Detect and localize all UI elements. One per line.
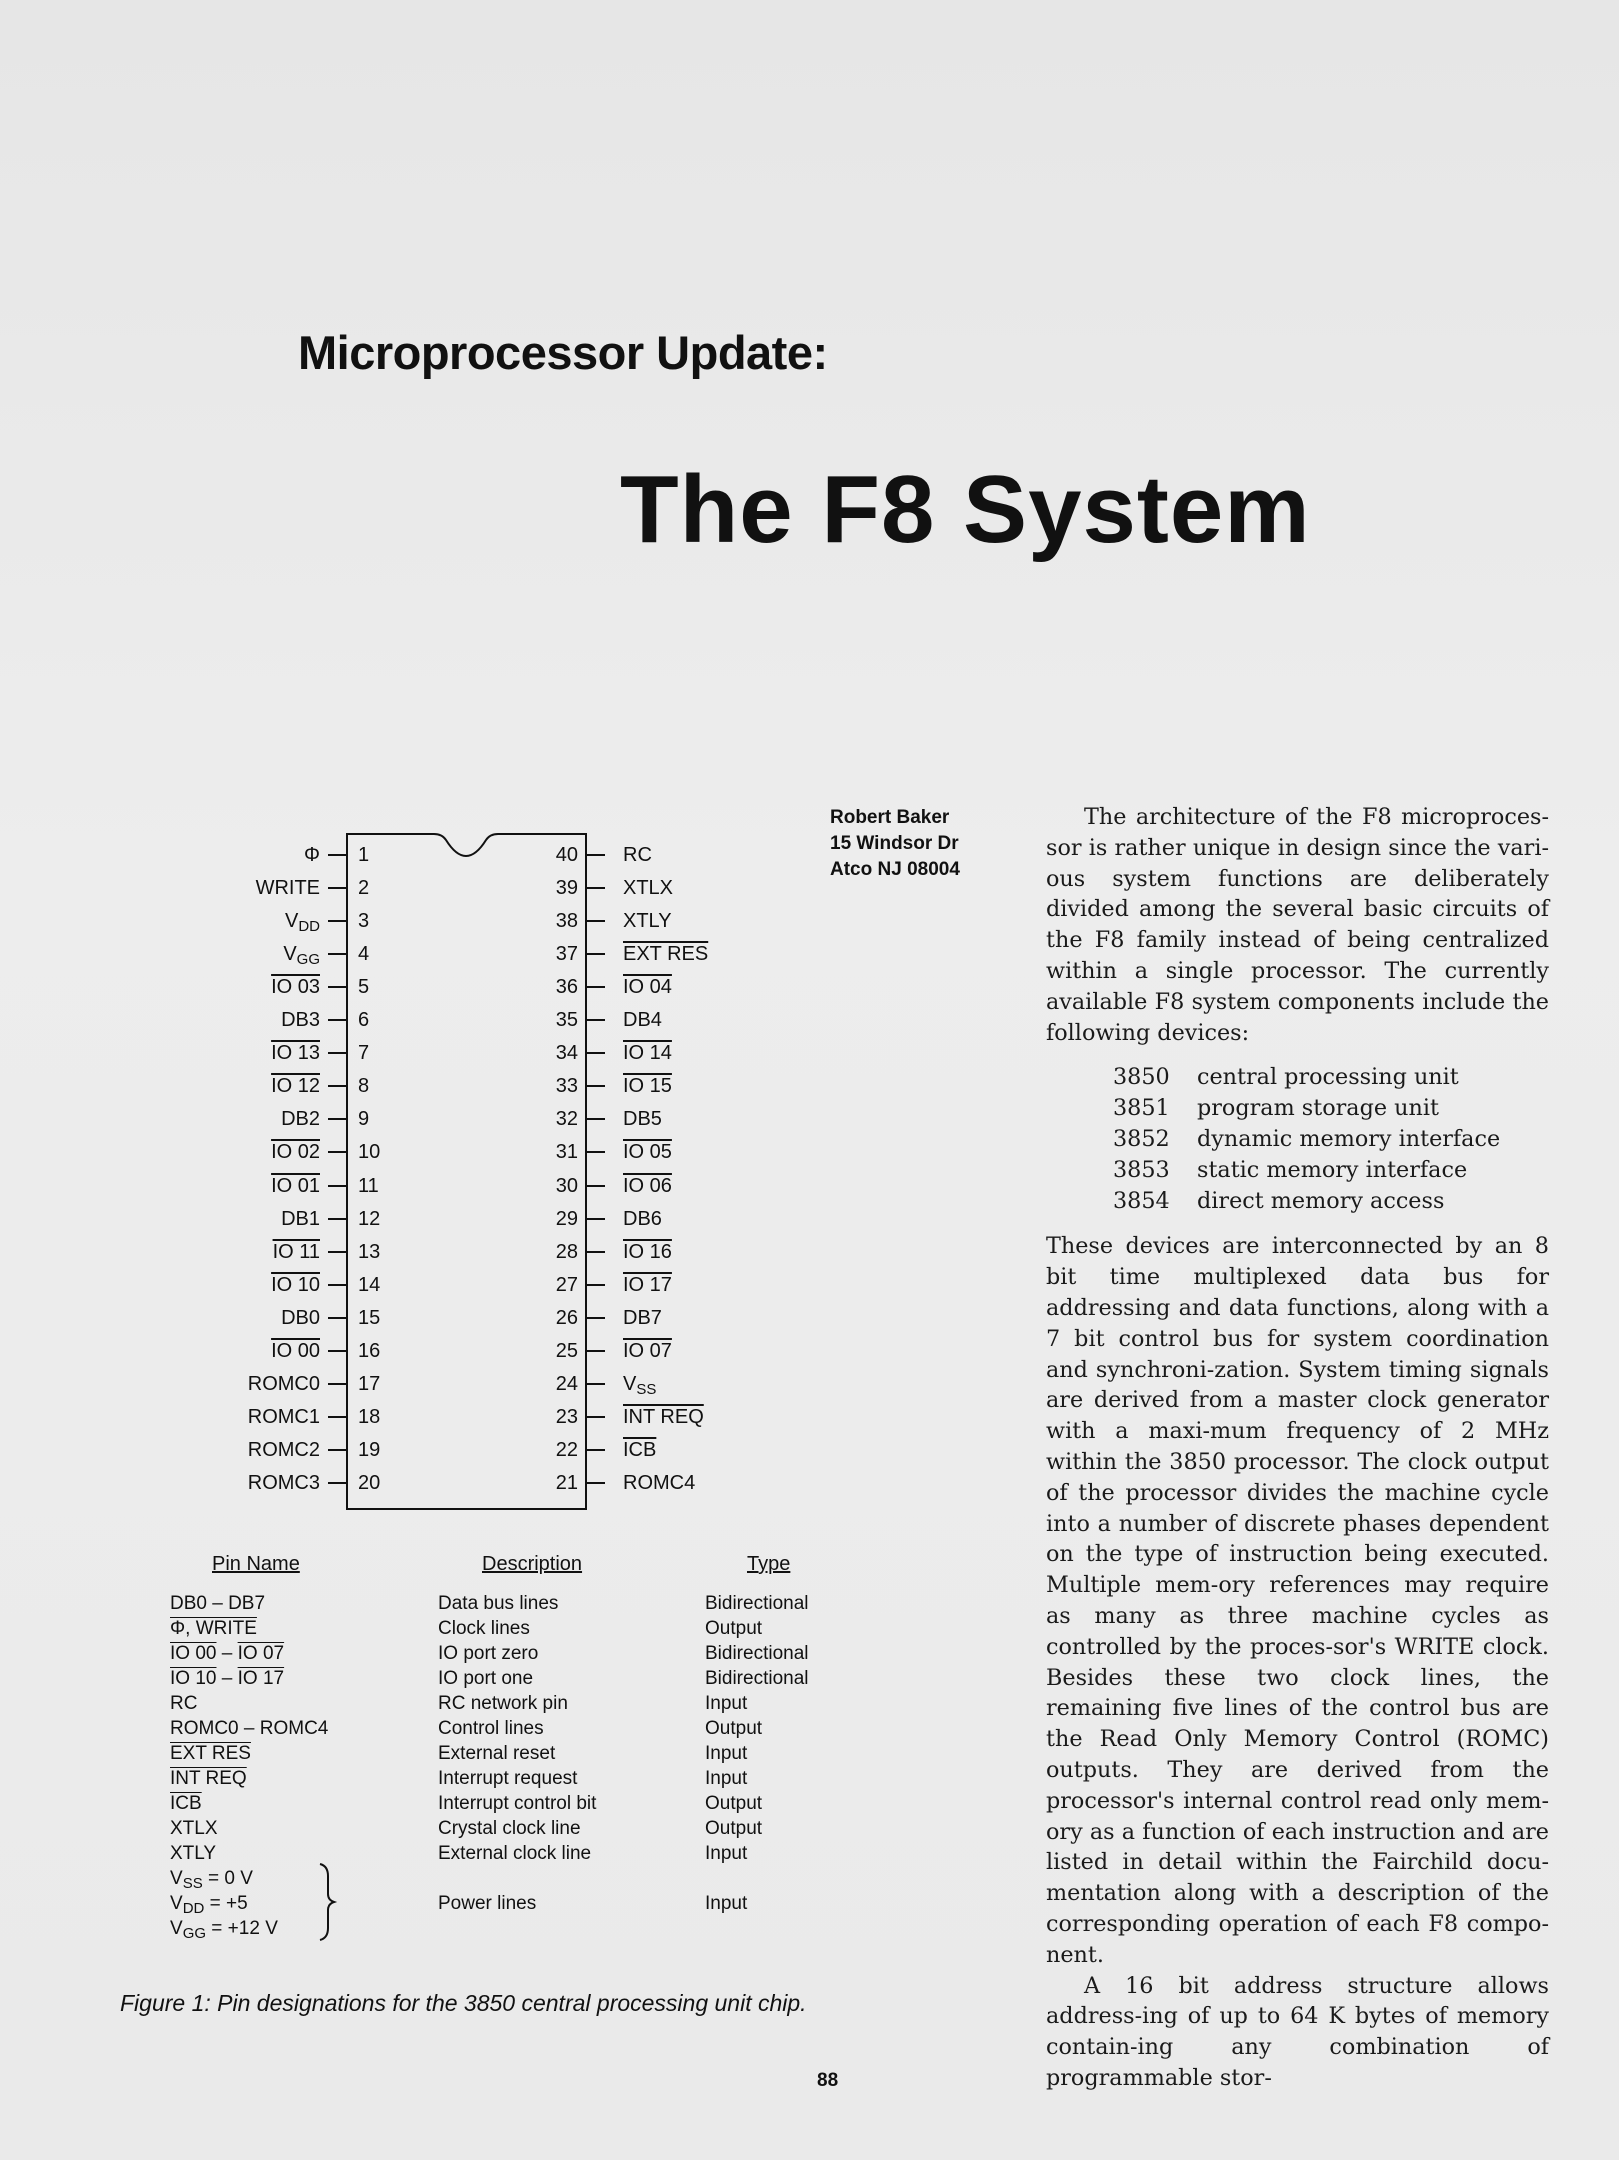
right-pin-label: $V_{SS}$ <box>623 1372 657 1398</box>
type-cell <box>705 1866 809 1891</box>
description-cell: Control lines <box>438 1718 544 1739</box>
left-pin-lead <box>328 920 346 922</box>
right-pin-label: DB6 <box>623 1207 662 1230</box>
right-pin-number: 23 <box>555 1405 578 1428</box>
pin-name-cell: $V_{SS} = 0$ V <box>170 1868 253 1892</box>
right-pin-lead <box>587 854 605 856</box>
pin-name-cell: Φ, WRITE <box>170 1618 257 1639</box>
pin-name-cell: XTLX <box>170 1818 218 1839</box>
body-paragraph-3: A 16 bit address structure allows address-ing of up to 64 K bytes of memory contain-ing any combination of programmable stor- <box>1046 1972 1549 2091</box>
device-description: direct memory access <box>1197 1188 1445 1215</box>
pin-name-cell: RC <box>170 1693 198 1714</box>
left-pin-number: 2 <box>358 877 370 900</box>
device-description: dynamic memory interface <box>1197 1126 1501 1153</box>
description-cell: Crystal clock line <box>438 1818 581 1839</box>
left-pin-number: 15 <box>358 1306 381 1329</box>
right-pin-lead <box>587 953 605 955</box>
device-number: 3853 <box>1113 1157 1170 1184</box>
description-cell: External reset <box>438 1743 556 1764</box>
device-list <box>1113 1062 1549 1217</box>
right-pin-label: XTLX <box>623 877 674 900</box>
left-pin-label: IO 10 <box>271 1273 320 1296</box>
left-pin-label: ROMC2 <box>247 1438 320 1461</box>
left-pin-label: $V_{GG}$ <box>283 943 320 969</box>
device-number: 3852 <box>1113 1126 1170 1153</box>
left-pin-number: 8 <box>358 1075 370 1098</box>
description-cell: Clock lines <box>438 1618 530 1639</box>
right-pin-number: 28 <box>555 1240 578 1263</box>
right-pin-number: 40 <box>555 844 578 866</box>
right-pin-number: 22 <box>555 1438 578 1461</box>
left-pin-label: DB3 <box>281 1009 320 1032</box>
left-pin-number: 11 <box>358 1174 379 1197</box>
right-pin-number: 21 <box>555 1471 578 1494</box>
right-pin-number: 35 <box>555 1009 578 1032</box>
left-pin-label: IO 02 <box>271 1141 320 1164</box>
right-pin-lead <box>587 1383 605 1385</box>
description-cell: Interrupt control bit <box>438 1793 597 1814</box>
left-pin-number: 16 <box>358 1339 381 1362</box>
pin-name-cell: EXT RES <box>170 1743 251 1764</box>
col-header-description: Description <box>482 1553 583 1575</box>
right-pin-lead <box>587 887 605 889</box>
right-pin-number: 26 <box>555 1306 578 1329</box>
left-pin-lead <box>328 1449 346 1451</box>
col-header-type: Type <box>747 1553 791 1575</box>
pin-name-cell: IO 10 – IO 17 <box>170 1668 285 1689</box>
type-cell: Output <box>705 1718 763 1739</box>
left-pin-label: ROMC0 <box>247 1372 320 1395</box>
right-pin-number: 29 <box>555 1207 578 1230</box>
left-pin-lead <box>328 1350 346 1352</box>
right-pin-label: IO 14 <box>623 1042 672 1065</box>
left-pin-number: 6 <box>358 1009 370 1032</box>
article-title: The F8 System <box>620 456 1311 563</box>
right-pin-lead <box>587 1151 605 1153</box>
power-lines-brace <box>316 1862 346 1942</box>
pin-name-column <box>170 1591 328 1941</box>
figure-caption: Figure 1: Pin designations for the 3850 central processing unit chip. <box>120 1990 807 2016</box>
right-pin-lead <box>587 1284 605 1286</box>
description-cell: External clock line <box>438 1843 592 1864</box>
right-pin-label: ROMC4 <box>623 1471 696 1494</box>
right-pin-label: IO 16 <box>623 1240 672 1263</box>
description-cell <box>438 1866 596 1891</box>
right-pin-label: IO 17 <box>623 1273 672 1296</box>
author-city: Atco NJ 08004 <box>830 859 960 880</box>
article-kicker: Microprocessor Update: <box>298 326 828 379</box>
type-column <box>705 1591 809 1941</box>
left-pin-lead <box>328 1284 346 1286</box>
right-pin-lead <box>587 1482 605 1484</box>
left-pin-number: 12 <box>358 1207 381 1230</box>
left-pin-label: IO 01 <box>271 1174 320 1197</box>
right-pin-lead <box>587 1416 605 1418</box>
description-cell: IO port one <box>438 1668 534 1689</box>
left-pin-number: 10 <box>358 1141 381 1164</box>
device-number: 3851 <box>1113 1095 1170 1122</box>
right-pin-number: 39 <box>555 877 578 900</box>
left-pin-number: 9 <box>358 1108 370 1131</box>
right-pin-label: DB5 <box>623 1108 662 1131</box>
device-list-item <box>1113 1093 1549 1124</box>
pin-name-cell: XTLY <box>170 1843 217 1864</box>
article-body <box>1046 802 1549 2094</box>
right-pin-lead <box>587 1019 605 1021</box>
right-pin-label: IO 07 <box>623 1339 672 1362</box>
right-pin-lead <box>587 1317 605 1319</box>
left-pin-lead <box>328 1118 346 1120</box>
right-pin-label: INT REQ <box>623 1405 704 1428</box>
body-paragraph-2: These devices are interconnected by an 8 bit time multiplexed data bus for addressing and data functions, along with a 7 bit control bus for system coordination and synchroni-zation. System timing signals are derived from a master clock generator with a maxi-mum frequency of 2 MHz within the 3850 processor. The clock output of the processor divides the machine cycle into a number of discrete phases dependent on the type of instruction being executed. Multiple mem-ory references may require as many as three machine cycles as controlled by the proces-sor's WRITE clock. Besides these two clock lines, the remaining five lines of the control bus are the Read Only Memory Control (ROMC) outputs. They are derived from the processor's internal control read only mem-ory as a function of each instruction and are listed in detail within the Fairchild docu-mentation along with a description of the corresponding operation of each F8 compo-nent. <box>1046 1233 1549 1968</box>
right-pin-lead <box>587 920 605 922</box>
left-pin-lead <box>328 953 346 955</box>
description-cell <box>438 1916 596 1941</box>
left-pin-label: IO 03 <box>271 976 320 999</box>
description-cell: Interrupt request <box>438 1768 578 1789</box>
pin-name-cell: DB0 – DB7 <box>170 1593 266 1614</box>
left-pin-label: DB1 <box>281 1207 320 1230</box>
left-pin-number: 4 <box>358 943 370 966</box>
left-pin-lead <box>328 854 346 856</box>
description-cell: IO port zero <box>438 1643 539 1664</box>
left-pin-number: 17 <box>358 1372 381 1395</box>
device-number: 3854 <box>1113 1188 1170 1215</box>
left-pin-lead <box>328 1052 346 1054</box>
type-cell: Bidirectional <box>705 1593 809 1614</box>
type-cell: Input <box>705 1893 748 1914</box>
left-pin-number: 13 <box>358 1240 381 1263</box>
right-pin-lead <box>587 1449 605 1451</box>
left-pin-number: 3 <box>358 910 370 933</box>
right-pin-label: RC <box>623 844 652 866</box>
left-pin-lead <box>328 1251 346 1253</box>
right-pin-label: IO 15 <box>623 1075 672 1098</box>
type-cell: Output <box>705 1793 763 1814</box>
left-pin-label: IO 11 <box>272 1240 320 1263</box>
device-description: program storage unit <box>1197 1095 1439 1122</box>
left-pin-label: WRITE <box>255 877 320 900</box>
right-pin-lead <box>587 986 605 988</box>
left-pin-lead <box>328 1383 346 1385</box>
device-number: 3850 <box>1113 1064 1170 1091</box>
type-cell: Bidirectional <box>705 1668 809 1689</box>
author-block <box>830 805 960 883</box>
left-pin-lead <box>328 887 346 889</box>
right-pin-number: 38 <box>555 910 578 933</box>
right-pin-label: DB7 <box>623 1306 662 1329</box>
right-pin-label: XTLY <box>623 910 672 933</box>
left-pin-label: Φ <box>304 844 320 866</box>
device-list-item <box>1113 1124 1549 1155</box>
left-pin-label: IO 13 <box>271 1042 320 1065</box>
right-pin-number: 25 <box>555 1339 578 1362</box>
pin-name-cell: INT REQ <box>170 1768 247 1789</box>
pin-name-cell: ROMC0 – ROMC4 <box>170 1718 329 1739</box>
left-pin-lead <box>328 1482 346 1484</box>
left-pin-label: ROMC3 <box>247 1471 320 1494</box>
right-pin-lead <box>587 1085 605 1087</box>
left-pin-label: $V_{DD}$ <box>284 910 320 936</box>
description-column <box>438 1591 596 1941</box>
type-cell: Output <box>705 1618 763 1639</box>
type-cell: Bidirectional <box>705 1643 809 1664</box>
device-list-item <box>1113 1186 1549 1217</box>
left-pin-number: 14 <box>358 1273 381 1296</box>
left-pin-lead <box>328 1085 346 1087</box>
type-cell: Input <box>705 1768 748 1789</box>
right-pin-label: DB4 <box>623 1009 662 1032</box>
right-pin-number: 32 <box>555 1108 578 1131</box>
pin-name-cell: $V_{GG} = +12$ V <box>170 1918 278 1942</box>
left-pin-number: 5 <box>358 976 370 999</box>
device-description: central processing unit <box>1197 1064 1459 1091</box>
left-pin-lead <box>328 1218 346 1220</box>
pin-name-cell: $V_{DD} = +5$ <box>170 1893 248 1917</box>
description-cell: Data bus lines <box>438 1593 559 1614</box>
type-cell: Input <box>705 1843 748 1864</box>
description-cell: RC network pin <box>438 1693 568 1714</box>
left-pin-label: DB0 <box>281 1306 320 1329</box>
left-pin-label: ROMC1 <box>247 1405 320 1428</box>
right-pin-label: IO 05 <box>623 1141 672 1164</box>
right-pin-lead <box>587 1251 605 1253</box>
author-name: Robert Baker <box>830 807 950 828</box>
right-pin-label: IO 06 <box>623 1174 672 1197</box>
right-pin-label: EXT RES <box>623 943 709 966</box>
col-header-pin-name: Pin Name <box>212 1553 300 1575</box>
right-pin-label: $\overline{ICB}$ <box>623 1438 657 1461</box>
device-list-item <box>1113 1062 1549 1093</box>
left-pin-lead <box>328 1317 346 1319</box>
type-cell: Input <box>705 1693 748 1714</box>
right-pin-lead <box>587 1052 605 1054</box>
left-pin-label: IO 00 <box>271 1339 320 1362</box>
pin-name-cell: IO 00 – IO 07 <box>170 1643 285 1664</box>
left-pin-label: DB2 <box>281 1108 320 1131</box>
right-pin-number: 37 <box>555 943 578 966</box>
left-pin-lead <box>328 1151 346 1153</box>
right-pin-label: IO 04 <box>623 976 672 999</box>
right-pin-number: 24 <box>555 1372 578 1395</box>
left-pin-label: IO 12 <box>271 1075 320 1098</box>
pin-name-cell: $\overline{ICB}$ <box>170 1793 202 1814</box>
right-pin-lead <box>587 1350 605 1352</box>
author-street: 15 Windsor Dr <box>830 833 959 854</box>
left-pin-number: 20 <box>358 1471 381 1494</box>
chip-package-top <box>346 834 587 836</box>
right-pin-lead <box>587 1218 605 1220</box>
right-pin-number: 30 <box>555 1174 578 1197</box>
right-pin-lead <box>587 1185 605 1187</box>
right-pin-number: 36 <box>555 976 578 999</box>
left-pin-lead <box>328 1416 346 1418</box>
device-description: static memory interface <box>1197 1157 1468 1184</box>
left-pin-lead <box>328 986 346 988</box>
description-cell: Power lines <box>438 1893 537 1914</box>
left-pin-number: 19 <box>358 1438 381 1461</box>
device-list-item <box>1113 1155 1549 1186</box>
left-pin-lead <box>328 1185 346 1187</box>
intro-paragraph: The architecture of the F8 microproces-sor is rather unique in design since the vari-ous system functions are deliberately divided among the several basic circuits of the F8 family instead of being centralized within a single processor. The currently available F8 system components include the following devices: <box>1046 804 1549 1046</box>
type-cell <box>705 1916 809 1941</box>
right-pin-lead <box>587 1118 605 1120</box>
left-pin-number: 1 <box>358 844 370 866</box>
left-pin-lead <box>328 1019 346 1021</box>
left-pin-number: 7 <box>358 1042 370 1065</box>
right-pin-number: 34 <box>555 1042 578 1065</box>
right-pin-number: 31 <box>555 1141 578 1164</box>
type-cell: Input <box>705 1743 748 1764</box>
page-number: 88 <box>817 2070 839 2091</box>
type-cell: Output <box>705 1818 763 1839</box>
right-pin-number: 33 <box>555 1075 578 1098</box>
right-pin-number: 27 <box>555 1273 578 1296</box>
left-pin-number: 18 <box>358 1405 381 1428</box>
